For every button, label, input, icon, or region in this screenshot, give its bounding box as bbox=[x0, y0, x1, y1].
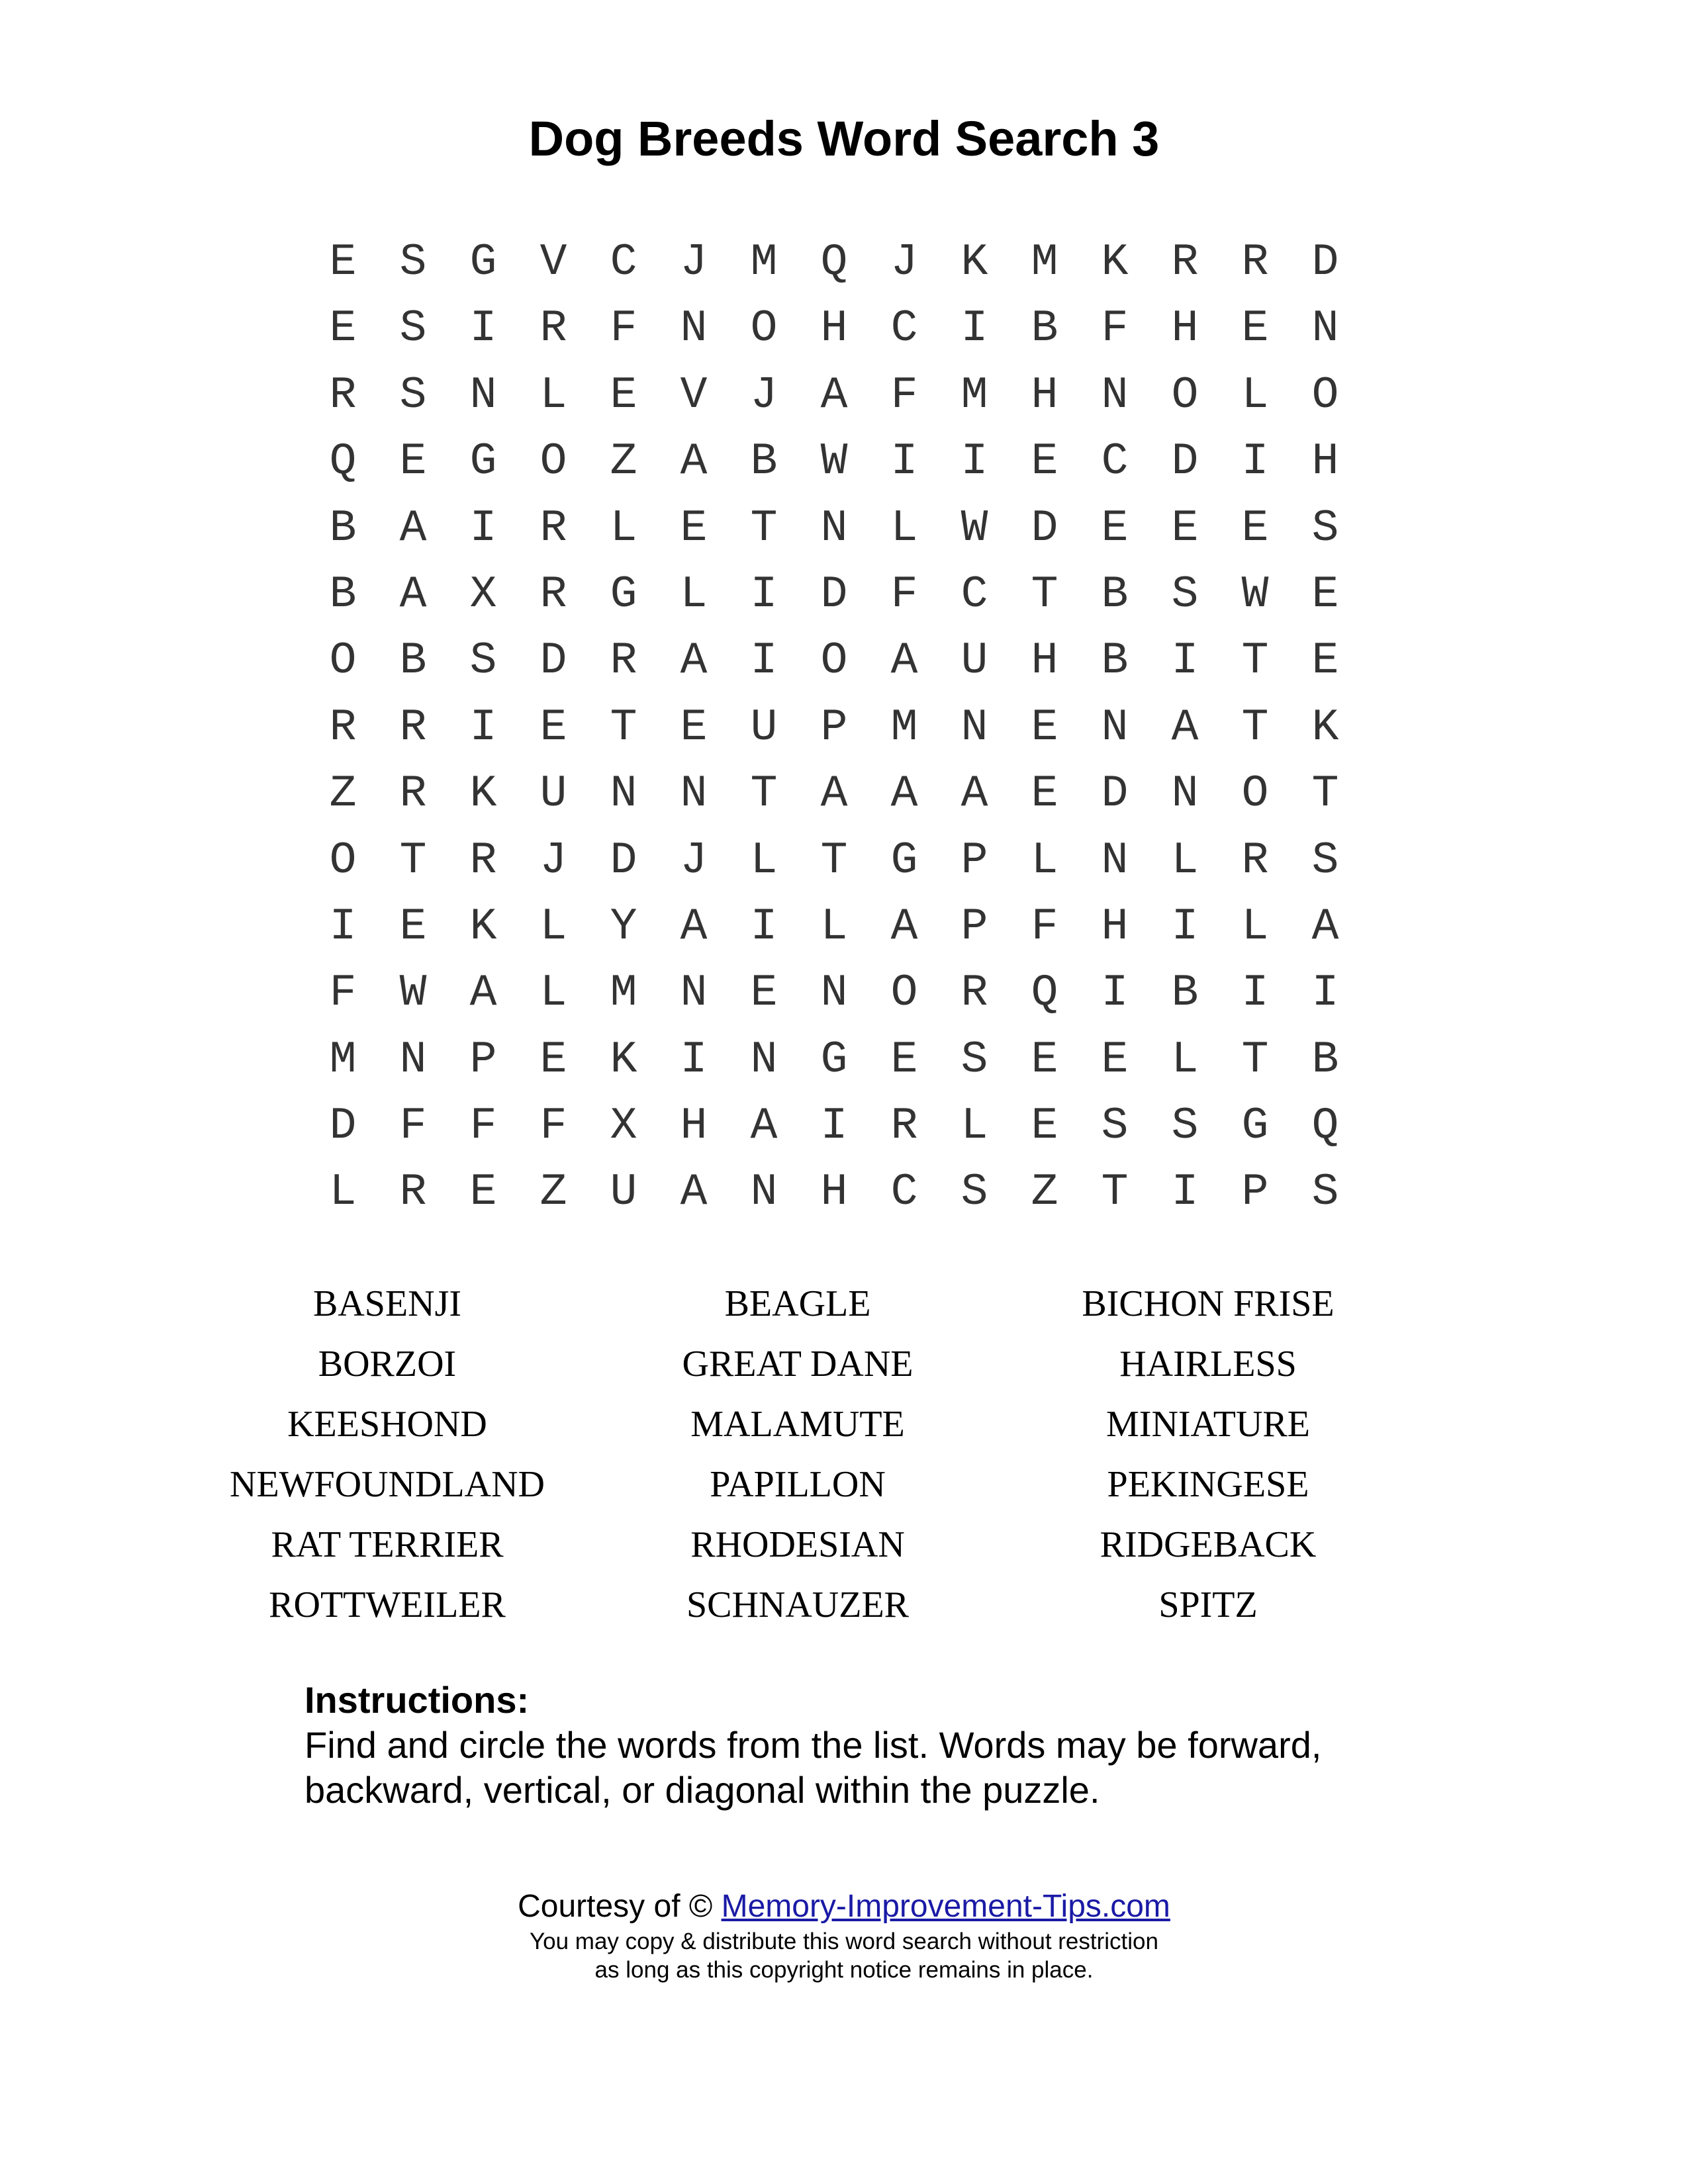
grid-letter[interactable]: R bbox=[1241, 237, 1269, 288]
grid-letter[interactable]: L bbox=[1241, 369, 1269, 421]
grid-letter[interactable]: T bbox=[820, 835, 848, 886]
grid-letter[interactable]: I bbox=[1171, 635, 1199, 687]
grid-letter[interactable]: I bbox=[469, 702, 497, 753]
grid-letter[interactable]: N bbox=[750, 1167, 778, 1218]
grid-letter[interactable]: C bbox=[961, 569, 988, 620]
grid-letter[interactable]: V bbox=[539, 237, 567, 288]
grid-letter[interactable]: A bbox=[961, 768, 988, 820]
grid-letter[interactable]: J bbox=[890, 237, 918, 288]
grid-letter[interactable]: C bbox=[890, 1167, 918, 1218]
grid-letter[interactable]: G bbox=[469, 237, 497, 288]
grid-letter[interactable]: R bbox=[329, 702, 357, 753]
grid-letter[interactable]: F bbox=[469, 1101, 497, 1152]
grid-letter[interactable]: J bbox=[680, 835, 708, 886]
grid-letter[interactable]: P bbox=[820, 702, 848, 753]
grid-letter[interactable]: A bbox=[1311, 901, 1339, 952]
grid-letter[interactable]: M bbox=[890, 702, 918, 753]
grid-letter[interactable]: D bbox=[539, 635, 567, 687]
grid-letter[interactable]: L bbox=[539, 901, 567, 952]
grid-letter[interactable]: P bbox=[961, 901, 988, 952]
grid-letter[interactable]: L bbox=[750, 835, 778, 886]
grid-letter[interactable]: I bbox=[890, 436, 918, 488]
grid-letter[interactable]: O bbox=[1311, 369, 1339, 421]
word-list-item: HAIRLESS bbox=[1119, 1343, 1297, 1385]
grid-letter[interactable]: Z bbox=[610, 436, 637, 488]
grid-letter[interactable]: O bbox=[1241, 768, 1269, 820]
grid-letter[interactable]: L bbox=[610, 502, 637, 554]
grid-letter[interactable]: D bbox=[329, 1101, 357, 1152]
word-list-item: PEKINGESE bbox=[1107, 1464, 1309, 1505]
grid-letter[interactable]: M bbox=[750, 237, 778, 288]
grid-letter[interactable]: E bbox=[1101, 1034, 1129, 1085]
grid-letter[interactable]: E bbox=[539, 1034, 567, 1085]
grid-letter[interactable]: L bbox=[1241, 901, 1269, 952]
grid-letter[interactable]: G bbox=[1241, 1101, 1269, 1152]
grid-letter[interactable]: R bbox=[1171, 237, 1199, 288]
grid-letter[interactable]: H bbox=[1101, 901, 1129, 952]
word-list-item: GREAT DANE bbox=[682, 1343, 914, 1385]
grid-letter[interactable]: I bbox=[1241, 968, 1269, 1019]
grid-letter[interactable]: O bbox=[1171, 369, 1199, 421]
grid-letter[interactable]: B bbox=[329, 502, 357, 554]
grid-letter[interactable]: K bbox=[469, 901, 497, 952]
grid-letter[interactable]: I bbox=[750, 569, 778, 620]
grid-letter[interactable]: N bbox=[680, 768, 708, 820]
grid-letter[interactable]: B bbox=[1311, 1034, 1339, 1085]
grid-letter[interactable]: E bbox=[1031, 436, 1058, 488]
word-list-item: MALAMUTE bbox=[690, 1404, 905, 1445]
word-list-item: ROTTWEILER bbox=[269, 1584, 506, 1625]
page-title: Dog Breeds Word Search 3 bbox=[528, 111, 1160, 166]
grid-letter[interactable]: Q bbox=[820, 237, 848, 288]
grid-letter[interactable]: Z bbox=[539, 1167, 567, 1218]
grid-letter[interactable]: N bbox=[750, 1034, 778, 1085]
grid-letter[interactable]: A bbox=[890, 768, 918, 820]
grid-letter[interactable]: A bbox=[680, 436, 708, 488]
grid-letter[interactable]: M bbox=[610, 968, 637, 1019]
grid-letter[interactable]: O bbox=[329, 635, 357, 687]
grid-letter[interactable]: R bbox=[399, 768, 427, 820]
grid-letter[interactable]: L bbox=[961, 1101, 988, 1152]
word-list-item: BICHON FRISE bbox=[1082, 1283, 1335, 1324]
grid-letter[interactable]: S bbox=[1311, 1167, 1339, 1218]
grid-letter[interactable]: M bbox=[329, 1034, 357, 1085]
grid-letter[interactable]: T bbox=[610, 702, 637, 753]
grid-letter[interactable]: E bbox=[1241, 502, 1269, 554]
grid-letter[interactable]: T bbox=[1031, 569, 1058, 620]
grid-letter[interactable]: K bbox=[1101, 237, 1129, 288]
grid-letter[interactable]: I bbox=[1101, 968, 1129, 1019]
grid-letter[interactable]: S bbox=[399, 369, 427, 421]
grid-letter[interactable]: H bbox=[680, 1101, 708, 1152]
grid-letter[interactable]: A bbox=[399, 569, 427, 620]
word-list-item: SCHNAUZER bbox=[686, 1584, 910, 1625]
grid-letter[interactable]: S bbox=[1171, 569, 1199, 620]
grid-letter[interactable]: P bbox=[1241, 1167, 1269, 1218]
grid-letter[interactable]: F bbox=[890, 369, 918, 421]
word-list-item: BORZOI bbox=[318, 1343, 457, 1385]
grid-letter[interactable]: T bbox=[750, 768, 778, 820]
word-list-item: RIDGEBACK bbox=[1100, 1524, 1317, 1565]
grid-letter[interactable]: F bbox=[399, 1101, 427, 1152]
grid-letter[interactable]: T bbox=[1241, 635, 1269, 687]
grid-letter[interactable]: N bbox=[961, 702, 988, 753]
grid-letter[interactable]: E bbox=[539, 702, 567, 753]
grid-letter[interactable]: D bbox=[610, 835, 637, 886]
grid-letter[interactable]: B bbox=[329, 569, 357, 620]
grid-letter[interactable]: N bbox=[399, 1034, 427, 1085]
grid-letter[interactable]: T bbox=[1241, 702, 1269, 753]
grid-letter[interactable]: O bbox=[890, 968, 918, 1019]
grid-letter[interactable]: E bbox=[399, 436, 427, 488]
grid-letter[interactable]: G bbox=[469, 436, 497, 488]
grid-letter[interactable]: E bbox=[890, 1034, 918, 1085]
grid-letter[interactable]: A bbox=[680, 901, 708, 952]
grid-letter[interactable]: J bbox=[539, 835, 567, 886]
grid-letter[interactable]: S bbox=[961, 1167, 988, 1218]
grid-letter[interactable]: C bbox=[610, 237, 637, 288]
grid-letter[interactable]: W bbox=[820, 436, 848, 488]
grid-letter[interactable]: I bbox=[961, 436, 988, 488]
grid-letter[interactable]: I bbox=[329, 901, 357, 952]
courtesy-line bbox=[0, 1886, 1688, 1927]
grid-letter[interactable]: H bbox=[1031, 369, 1058, 421]
grid-letter[interactable]: T bbox=[1101, 1167, 1129, 1218]
grid-letter[interactable]: N bbox=[680, 303, 708, 355]
letter-grid bbox=[308, 230, 1360, 1226]
grid-letter[interactable]: D bbox=[1171, 436, 1199, 488]
grid-letter[interactable]: I bbox=[961, 303, 988, 355]
grid-letter[interactable]: E bbox=[329, 303, 357, 355]
grid-letter[interactable]: F bbox=[1031, 901, 1058, 952]
grid-letter[interactable]: I bbox=[1171, 901, 1199, 952]
grid-letter[interactable]: L bbox=[820, 901, 848, 952]
grid-letter[interactable]: B bbox=[1101, 635, 1129, 687]
grid-letter[interactable]: X bbox=[610, 1101, 637, 1152]
grid-letter[interactable]: J bbox=[680, 237, 708, 288]
grid-letter[interactable]: U bbox=[750, 702, 778, 753]
grid-letter[interactable]: R bbox=[539, 569, 567, 620]
instructions-line-2: backward, vertical, or diagonal within the puzzle. bbox=[305, 1769, 1100, 1811]
grid-letter[interactable]: F bbox=[1101, 303, 1129, 355]
copyright-notice-line-1: You may copy & distribute this word search without restriction bbox=[530, 1929, 1158, 1954]
instructions-line-1: Find and circle the words from the list. Words may be forward, bbox=[305, 1724, 1322, 1766]
grid-letter[interactable]: K bbox=[1311, 702, 1339, 753]
grid-letter[interactable]: S bbox=[1101, 1101, 1129, 1152]
grid-letter[interactable]: D bbox=[820, 569, 848, 620]
grid-letter[interactable]: Z bbox=[329, 768, 357, 820]
grid-letter[interactable]: A bbox=[750, 1101, 778, 1152]
grid-letter[interactable]: B bbox=[750, 436, 778, 488]
grid-letter[interactable]: H bbox=[820, 303, 848, 355]
grid-letter[interactable]: A bbox=[820, 768, 848, 820]
grid-letter[interactable]: L bbox=[680, 569, 708, 620]
grid-letter[interactable]: O bbox=[539, 436, 567, 488]
grid-letter[interactable]: H bbox=[1171, 303, 1199, 355]
grid-letter[interactable]: I bbox=[1311, 968, 1339, 1019]
grid-letter[interactable]: Q bbox=[1031, 968, 1058, 1019]
grid-letter[interactable]: E bbox=[1101, 502, 1129, 554]
grid-letter[interactable]: R bbox=[399, 1167, 427, 1218]
grid-letter[interactable]: A bbox=[680, 635, 708, 687]
grid-letter[interactable]: Q bbox=[329, 436, 357, 488]
grid-letter[interactable]: N bbox=[820, 502, 848, 554]
grid-letter[interactable]: N bbox=[1101, 369, 1129, 421]
grid-letter[interactable]: G bbox=[610, 569, 637, 620]
grid-letter[interactable]: K bbox=[469, 768, 497, 820]
grid-letter[interactable]: E bbox=[680, 702, 708, 753]
grid-letter[interactable]: A bbox=[399, 502, 427, 554]
grid-letter[interactable]: K bbox=[961, 237, 988, 288]
grid-letter[interactable]: R bbox=[329, 369, 357, 421]
copyright-notice-line-2: as long as this copyright notice remains in place. bbox=[594, 1957, 1094, 1983]
grid-letter[interactable]: M bbox=[1031, 237, 1058, 288]
grid-letter[interactable]: E bbox=[1031, 1034, 1058, 1085]
grid-letter[interactable]: E bbox=[750, 968, 778, 1019]
grid-letter[interactable]: B bbox=[1101, 569, 1129, 620]
grid-letter[interactable]: R bbox=[610, 635, 637, 687]
grid-letter[interactable]: X bbox=[469, 569, 497, 620]
grid-letter[interactable]: I bbox=[1171, 1167, 1199, 1218]
grid-letter[interactable]: A bbox=[820, 369, 848, 421]
word-list-item: BEAGLE bbox=[724, 1283, 871, 1324]
grid-letter[interactable]: O bbox=[750, 303, 778, 355]
grid-letter[interactable]: S bbox=[399, 237, 427, 288]
grid-letter[interactable]: L bbox=[890, 502, 918, 554]
grid-letter[interactable]: T bbox=[399, 835, 427, 886]
grid-letter[interactable]: A bbox=[680, 1167, 708, 1218]
grid-letter[interactable]: R bbox=[1241, 835, 1269, 886]
grid-letter[interactable]: M bbox=[961, 369, 988, 421]
instructions-heading: Instructions: bbox=[305, 1679, 530, 1721]
grid-letter[interactable]: H bbox=[820, 1167, 848, 1218]
grid-letter[interactable]: O bbox=[820, 635, 848, 687]
grid-letter[interactable]: D bbox=[1031, 502, 1058, 554]
grid-letter[interactable]: R bbox=[961, 968, 988, 1019]
grid-letter[interactable]: N bbox=[680, 968, 708, 1019]
grid-letter[interactable]: N bbox=[1101, 835, 1129, 886]
grid-letter[interactable]: I bbox=[750, 901, 778, 952]
grid-letter[interactable]: L bbox=[1171, 835, 1199, 886]
grid-letter[interactable]: L bbox=[1171, 1034, 1199, 1085]
grid-letter[interactable]: O bbox=[329, 835, 357, 886]
grid-letter[interactable]: Y bbox=[610, 901, 637, 952]
grid-letter[interactable]: L bbox=[539, 369, 567, 421]
grid-letter[interactable]: N bbox=[1171, 768, 1199, 820]
grid-letter[interactable]: W bbox=[1241, 569, 1269, 620]
grid-letter[interactable]: F bbox=[329, 968, 357, 1019]
grid-letter[interactable]: I bbox=[469, 303, 497, 355]
grid-letter[interactable]: C bbox=[1101, 436, 1129, 488]
grid-letter[interactable]: H bbox=[1031, 635, 1058, 687]
grid-letter[interactable]: I bbox=[1241, 436, 1269, 488]
footer bbox=[0, 1886, 1688, 1984]
grid-letter[interactable]: E bbox=[1031, 1101, 1058, 1152]
grid-letter[interactable]: B bbox=[399, 635, 427, 687]
grid-letter[interactable]: S bbox=[399, 303, 427, 355]
grid-letter[interactable]: E bbox=[1311, 569, 1339, 620]
grid-letter[interactable]: D bbox=[1311, 237, 1339, 288]
word-list-item: NEWFOUNDLAND bbox=[230, 1464, 545, 1505]
word-list-item: RAT TERRIER bbox=[271, 1524, 504, 1565]
grid-letter[interactable]: E bbox=[1241, 303, 1269, 355]
grid-letter[interactable]: F bbox=[610, 303, 637, 355]
word-list-item: MINIATURE bbox=[1106, 1404, 1310, 1445]
grid-letter[interactable]: V bbox=[680, 369, 708, 421]
grid-letter[interactable]: E bbox=[469, 1167, 497, 1218]
grid-letter[interactable]: W bbox=[961, 502, 988, 554]
grid-letter[interactable]: E bbox=[680, 502, 708, 554]
grid-letter[interactable]: W bbox=[399, 968, 427, 1019]
grid-letter[interactable]: R bbox=[539, 502, 567, 554]
grid-letter[interactable]: G bbox=[820, 1034, 848, 1085]
grid-letter[interactable]: T bbox=[750, 502, 778, 554]
grid-letter[interactable]: A bbox=[890, 635, 918, 687]
grid-letter[interactable]: R bbox=[539, 303, 567, 355]
grid-letter[interactable]: A bbox=[890, 901, 918, 952]
grid-letter[interactable]: E bbox=[1031, 702, 1058, 753]
grid-letter[interactable]: I bbox=[469, 502, 497, 554]
grid-letter[interactable]: E bbox=[329, 237, 357, 288]
grid-letter[interactable]: E bbox=[1171, 502, 1199, 554]
grid-letter[interactable]: E bbox=[1311, 635, 1339, 687]
word-list-item: KEESHOND bbox=[287, 1404, 487, 1445]
grid-letter[interactable]: K bbox=[610, 1034, 637, 1085]
grid-letter[interactable]: T bbox=[1241, 1034, 1269, 1085]
grid-letter[interactable]: N bbox=[820, 968, 848, 1019]
grid-letter[interactable]: N bbox=[610, 768, 637, 820]
grid-letter[interactable]: L bbox=[539, 968, 567, 1019]
word-list-item: BASENJI bbox=[312, 1283, 462, 1324]
grid-letter[interactable]: R bbox=[890, 1101, 918, 1152]
grid-letter[interactable]: D bbox=[1101, 768, 1129, 820]
grid-letter[interactable]: Z bbox=[1031, 1167, 1058, 1218]
grid-letter[interactable]: Q bbox=[1311, 1101, 1339, 1152]
grid-letter[interactable]: N bbox=[1311, 303, 1339, 355]
grid-letter[interactable]: E bbox=[399, 901, 427, 952]
grid-letter[interactable]: I bbox=[820, 1101, 848, 1152]
grid-letter[interactable]: J bbox=[750, 369, 778, 421]
website-link[interactable]: Memory-Improvement-Tips.com bbox=[721, 1889, 1170, 1924]
grid-letter[interactable]: B bbox=[1171, 968, 1199, 1019]
word-list-item: SPITZ bbox=[1158, 1584, 1258, 1625]
grid-letter[interactable]: S bbox=[469, 635, 497, 687]
grid-letter[interactable]: A bbox=[469, 968, 497, 1019]
grid-letter[interactable]: L bbox=[329, 1167, 357, 1218]
grid-letter[interactable]: U bbox=[961, 635, 988, 687]
grid-letter[interactable]: R bbox=[399, 702, 427, 753]
grid-letter[interactable]: L bbox=[1031, 835, 1058, 886]
grid-letter[interactable]: E bbox=[610, 369, 637, 421]
grid-letter[interactable]: B bbox=[1031, 303, 1058, 355]
grid-letter[interactable]: S bbox=[1171, 1101, 1199, 1152]
grid-letter[interactable]: S bbox=[961, 1034, 988, 1085]
word-list-item: PAPILLON bbox=[710, 1464, 886, 1505]
grid-letter[interactable]: F bbox=[890, 569, 918, 620]
word-list bbox=[182, 1274, 1413, 1635]
grid-letter[interactable]: P bbox=[469, 1034, 497, 1085]
grid-letter[interactable]: H bbox=[1311, 436, 1339, 488]
instructions bbox=[305, 1678, 1430, 1813]
grid-letter[interactable]: I bbox=[750, 635, 778, 687]
grid-letter[interactable]: U bbox=[539, 768, 567, 820]
grid-letter[interactable]: E bbox=[1031, 768, 1058, 820]
grid-letter[interactable]: S bbox=[1311, 502, 1339, 554]
grid-letter[interactable]: C bbox=[890, 303, 918, 355]
grid-letter[interactable]: P bbox=[961, 835, 988, 886]
grid-letter[interactable]: A bbox=[1171, 702, 1199, 753]
grid-letter[interactable]: T bbox=[1311, 768, 1339, 820]
grid-letter[interactable]: G bbox=[890, 835, 918, 886]
grid-letter[interactable]: S bbox=[1311, 835, 1339, 886]
grid-letter[interactable]: N bbox=[469, 369, 497, 421]
grid-letter[interactable]: F bbox=[539, 1101, 567, 1152]
courtesy-prefix: Courtesy of © bbox=[518, 1889, 722, 1924]
word-list-item: RHODESIAN bbox=[690, 1524, 905, 1565]
grid-letter[interactable]: R bbox=[469, 835, 497, 886]
grid-letter[interactable]: U bbox=[610, 1167, 637, 1218]
grid-letter[interactable]: N bbox=[1101, 702, 1129, 753]
grid-letter[interactable]: I bbox=[680, 1034, 708, 1085]
